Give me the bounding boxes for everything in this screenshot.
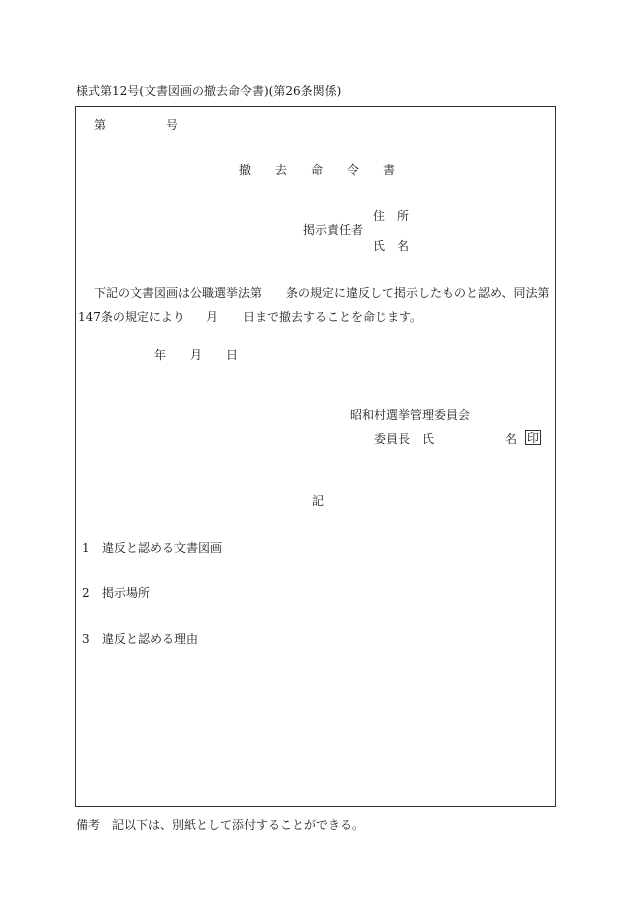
body-line1-part2: 条の規定に違反して掲示したものと認め、同法第 <box>286 286 550 300</box>
body-line1-part1: 下記の文書図画は公職選挙法第 <box>94 286 263 300</box>
name-label-1: 氏 <box>373 239 386 253</box>
item-text: 違反と認める理由 <box>102 632 199 646</box>
number-dai: 第 <box>94 118 107 132</box>
list-item <box>82 587 150 599</box>
date-day: 日 <box>226 348 239 362</box>
remark-note: 備考 記以下は、別紙として添付することができる。 <box>76 818 365 832</box>
number-go: 号 <box>166 118 179 132</box>
form-title: 様式第12号(文書図画の撤去命令書)(第26条関係) <box>76 84 342 98</box>
committee-name: 昭和村選挙管理委員会 <box>350 408 471 422</box>
address-label-2: 所 <box>397 209 410 223</box>
address-label-1: 住 <box>373 209 386 223</box>
item-number: 2 <box>82 586 90 600</box>
list-item <box>82 633 198 645</box>
item-text: 掲示場所 <box>102 586 151 600</box>
chair-name-label-2: 名 <box>505 432 518 446</box>
body-line2-month: 月 <box>206 310 219 324</box>
responsible-person-label: 掲示責任者 <box>303 223 364 237</box>
chair-label: 委員長 <box>374 432 411 446</box>
item-text: 違反と認める文書図画 <box>102 541 223 555</box>
title-char: 撤 <box>239 163 252 177</box>
title-char: 令 <box>347 163 360 177</box>
name-label-2: 名 <box>397 239 410 253</box>
seal-mark: 印 <box>527 431 540 445</box>
date-year: 年 <box>154 348 167 362</box>
item-number: 1 <box>82 541 90 555</box>
list-item <box>82 542 222 554</box>
body-line2-part2: 日まで撤去することを命じます。 <box>243 310 423 324</box>
title-char: 去 <box>275 163 288 177</box>
title-char: 命 <box>311 163 324 177</box>
item-number: 3 <box>82 632 90 646</box>
chair-name-label-1: 氏 <box>422 432 435 446</box>
order-form-box <box>75 106 556 807</box>
body-line2-part1: 147条の規定により <box>78 310 185 324</box>
ki-heading: 記 <box>312 494 325 508</box>
date-month: 月 <box>190 348 203 362</box>
title-char: 書 <box>383 163 396 177</box>
